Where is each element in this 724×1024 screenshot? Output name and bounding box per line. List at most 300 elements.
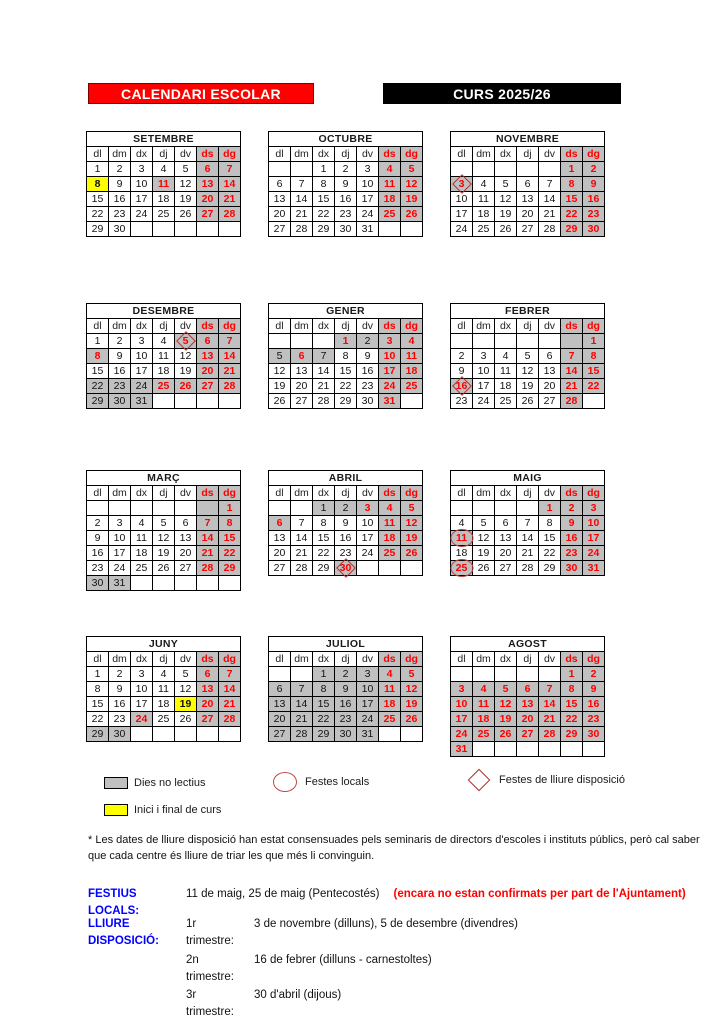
calendar-band-3 (86, 470, 611, 591)
day-cell: 24 (357, 712, 379, 727)
day-cell: 6 (269, 516, 291, 531)
empty-space (197, 394, 219, 409)
day-cell: 18 (379, 531, 401, 546)
day-cell: 11 (473, 192, 495, 207)
empty-space (561, 742, 583, 757)
month-calendar-juliol (268, 636, 423, 742)
day-cell: 26 (473, 561, 495, 576)
day-cell: 13 (175, 531, 197, 546)
weekday-header: dm (291, 319, 313, 334)
weekday-header: dx (495, 147, 517, 162)
weekday-header: dl (269, 319, 291, 334)
empty-space (495, 742, 517, 757)
weekday-header: dm (109, 319, 131, 334)
day-cell: 23 (335, 712, 357, 727)
weekday-header: dg (401, 319, 423, 334)
day-cell: 20 (197, 192, 219, 207)
weekday-header: dx (313, 319, 335, 334)
month-calendar-desembre (86, 303, 241, 409)
blank-day-cell (109, 501, 131, 516)
circle-marker-icon (450, 559, 473, 577)
empty-space (197, 727, 219, 742)
lliure-disposicio-row (88, 916, 518, 1022)
legend-item-inici-final (104, 804, 221, 816)
day-cell: 19 (473, 546, 495, 561)
day-cell: 22 (313, 207, 335, 222)
day-cell: 3 (357, 162, 379, 177)
legend-label: Dies no lectius (134, 777, 206, 789)
day-cell: 13 (517, 697, 539, 712)
day-cell: 23 (561, 546, 583, 561)
month-calendar-juny (86, 636, 241, 742)
weekday-header: dl (87, 652, 109, 667)
course-year-banner (383, 83, 621, 104)
day-cell: 21 (291, 712, 313, 727)
day-cell: 22 (561, 207, 583, 222)
legend-item-lliure-disposicio (466, 772, 625, 788)
day-cell: 28 (539, 222, 561, 237)
weekday-header: dg (219, 319, 241, 334)
day-cell: 29 (87, 222, 109, 237)
day-cell: 6 (269, 177, 291, 192)
blank-day-cell (473, 667, 495, 682)
course-year: CURS 2025/26 (453, 85, 551, 102)
day-cell: 18 (153, 697, 175, 712)
weekday-header: dv (539, 319, 561, 334)
blank-day-cell (517, 334, 539, 349)
empty-space (175, 222, 197, 237)
day-cell: 11 (379, 177, 401, 192)
blank-day-cell (539, 667, 561, 682)
day-cell: 19 (401, 697, 423, 712)
weekday-header: dj (335, 486, 357, 501)
day-cell: 18 (451, 546, 473, 561)
day-cell: 17 (451, 207, 473, 222)
day-cell: 7 (219, 162, 241, 177)
day-cell: 21 (561, 379, 583, 394)
day-cell: 28 (219, 207, 241, 222)
day-cell: 15 (561, 192, 583, 207)
day-cell: 7 (291, 682, 313, 697)
day-cell: 16 (357, 364, 379, 379)
empty-space (379, 222, 401, 237)
weekday-header: dl (451, 147, 473, 162)
day-cell: 20 (495, 546, 517, 561)
day-cell: 1 (561, 667, 583, 682)
day-cell: 8 (561, 177, 583, 192)
day-cell: 26 (495, 222, 517, 237)
day-cell: 7 (539, 177, 561, 192)
blank-day-cell (197, 501, 219, 516)
day-cell: 22 (335, 379, 357, 394)
day-cell: 14 (291, 531, 313, 546)
blank-day-cell (539, 162, 561, 177)
day-cell: 6 (517, 177, 539, 192)
weekday-header: ds (561, 147, 583, 162)
day-cell: 8 (335, 349, 357, 364)
day-cell: 23 (583, 712, 605, 727)
day-cell: 18 (379, 192, 401, 207)
day-cell: 25 (153, 379, 175, 394)
day-cell: 15 (313, 531, 335, 546)
empty-space (175, 394, 197, 409)
weekday-header: dm (291, 652, 313, 667)
blank-day-cell (517, 501, 539, 516)
day-cell: 22 (561, 712, 583, 727)
empty-space (401, 561, 423, 576)
blank-day-cell (451, 667, 473, 682)
day-cell: 23 (335, 546, 357, 561)
weekday-header: ds (197, 486, 219, 501)
diamond-marker-icon (336, 558, 356, 578)
empty-space (473, 742, 495, 757)
month-slot (86, 303, 247, 409)
empty-space (153, 222, 175, 237)
day-cell: 12 (175, 177, 197, 192)
day-cell: 10 (357, 682, 379, 697)
day-cell: 10 (357, 177, 379, 192)
day-cell: 20 (539, 379, 561, 394)
day-cell: 9 (335, 516, 357, 531)
day-cell: 14 (539, 697, 561, 712)
blank-day-cell (291, 334, 313, 349)
day-cell: 2 (583, 667, 605, 682)
month-title: NOVEMBRE (451, 132, 605, 147)
weekday-header: dx (131, 147, 153, 162)
day-cell: 13 (197, 682, 219, 697)
day-cell: 12 (401, 516, 423, 531)
day-cell: 10 (131, 682, 153, 697)
day-cell: 5 (473, 516, 495, 531)
day-cell: 9 (109, 177, 131, 192)
day-cell: 25 (153, 712, 175, 727)
weekday-header: dg (401, 652, 423, 667)
day-cell: 16 (87, 546, 109, 561)
blank-day-cell (473, 162, 495, 177)
day-cell: 6 (539, 349, 561, 364)
day-cell: 20 (291, 379, 313, 394)
weekday-header: dv (175, 652, 197, 667)
weekday-header: dv (357, 652, 379, 667)
day-cell: 30 (583, 727, 605, 742)
day-cell: 18 (473, 207, 495, 222)
day-cell: 15 (539, 531, 561, 546)
day-cell: 5 (269, 349, 291, 364)
weekday-header: dm (473, 147, 495, 162)
day-cell: 3 (131, 162, 153, 177)
weekday-header: dm (473, 652, 495, 667)
day-cell: 26 (175, 712, 197, 727)
weekday-header: ds (379, 486, 401, 501)
empty-space (539, 742, 561, 757)
day-cell: 16 (335, 531, 357, 546)
day-cell: 4 (473, 682, 495, 697)
day-cell: 13 (269, 192, 291, 207)
day-cell: 28 (561, 394, 583, 409)
weekday-header: dg (583, 486, 605, 501)
blank-day-cell (451, 501, 473, 516)
weekday-header: dg (583, 147, 605, 162)
weekday-header: dj (335, 319, 357, 334)
month-calendar-abril (268, 470, 423, 576)
day-cell: 7 (219, 667, 241, 682)
blank-day-cell (131, 501, 153, 516)
day-cell: 22 (87, 379, 109, 394)
day-cell: 27 (269, 222, 291, 237)
weekday-header: dv (175, 147, 197, 162)
month-title: JUNY (87, 637, 241, 652)
day-cell: 16 (109, 192, 131, 207)
weekday-header: dl (269, 147, 291, 162)
day-cell: 16 (561, 531, 583, 546)
empty-space (175, 576, 197, 591)
month-slot (450, 470, 611, 576)
day-cell: 1 (539, 501, 561, 516)
day-cell: 14 (313, 364, 335, 379)
month-calendar-setembre (86, 131, 241, 237)
day-cell: 4 (401, 334, 423, 349)
day-cell: 30 (335, 222, 357, 237)
day-cell: 12 (401, 682, 423, 697)
weekday-header: dj (517, 147, 539, 162)
day-cell: 17 (583, 531, 605, 546)
day-cell: 15 (87, 697, 109, 712)
day-cell: 15 (313, 192, 335, 207)
day-cell: 2 (335, 667, 357, 682)
day-cell: 1 (313, 667, 335, 682)
weekday-header: ds (197, 652, 219, 667)
blank-day-cell (561, 334, 583, 349)
day-cell: 21 (539, 712, 561, 727)
blank-day-cell (291, 501, 313, 516)
trimester-list (186, 916, 518, 1022)
day-cell: 26 (401, 546, 423, 561)
weekday-header: dv (539, 652, 561, 667)
legend-item-festes-locals (273, 772, 369, 792)
day-cell: 19 (175, 697, 197, 712)
day-cell: 24 (131, 712, 153, 727)
month-slot (268, 303, 429, 409)
day-cell: 10 (131, 177, 153, 192)
blank-day-cell (313, 334, 335, 349)
day-cell: 22 (87, 207, 109, 222)
day-cell: 2 (561, 501, 583, 516)
day-cell: 12 (495, 697, 517, 712)
day-cell: 8 (219, 516, 241, 531)
day-cell: 7 (561, 349, 583, 364)
day-cell: 28 (291, 222, 313, 237)
day-cell: 14 (219, 177, 241, 192)
day-cell: 12 (495, 192, 517, 207)
day-cell: 6 (197, 162, 219, 177)
day-cell: 22 (313, 712, 335, 727)
day-cell: 24 (451, 222, 473, 237)
day-cell: 13 (539, 364, 561, 379)
month-slot (268, 470, 429, 576)
day-cell: 9 (109, 682, 131, 697)
weekday-header: dj (153, 147, 175, 162)
day-cell: 11 (495, 364, 517, 379)
weekday-header: dm (473, 319, 495, 334)
blank-day-cell (175, 501, 197, 516)
yellow-swatch-icon (104, 804, 128, 816)
day-cell: 29 (335, 394, 357, 409)
day-cell: 26 (175, 207, 197, 222)
day-cell: 31 (131, 394, 153, 409)
calendar-band-4 (86, 636, 611, 757)
month-title: AGOST (451, 637, 605, 652)
footnote: * Les dates de lliure disposició han estat consensuades pels seminaris de directors d'escoles i instituts públics, però cal saber que cada centre és lliure de triar les que més li convinguin. (88, 834, 700, 862)
day-cell: 15 (335, 364, 357, 379)
day-cell: 17 (357, 192, 379, 207)
day-cell: 17 (357, 697, 379, 712)
day-cell: 5 (175, 667, 197, 682)
day-cell: 16 (583, 697, 605, 712)
weekday-header: dx (131, 486, 153, 501)
empty-space (401, 727, 423, 742)
day-cell: 5 (401, 501, 423, 516)
day-cell: 31 (357, 727, 379, 742)
weekday-header: dv (175, 319, 197, 334)
weekday-header: dv (175, 486, 197, 501)
day-cell: 23 (87, 561, 109, 576)
weekday-header: dm (109, 147, 131, 162)
day-cell: 24 (473, 394, 495, 409)
day-cell: 14 (219, 682, 241, 697)
month-slot (450, 131, 611, 237)
month-slot (268, 636, 429, 742)
blank-day-cell (495, 162, 517, 177)
weekday-header: ds (197, 319, 219, 334)
weekday-header: dg (401, 486, 423, 501)
day-cell: 22 (539, 546, 561, 561)
day-cell: 17 (131, 192, 153, 207)
day-cell: 8 (539, 516, 561, 531)
legend-item-no-lectius (104, 777, 206, 789)
calendar-band-2 (86, 303, 611, 409)
day-cell: 6 (269, 682, 291, 697)
day-cell: 27 (517, 727, 539, 742)
weekday-header: dl (269, 652, 291, 667)
day-cell: 22 (87, 712, 109, 727)
empty-space (219, 394, 241, 409)
day-cell: 9 (335, 682, 357, 697)
day-cell: 26 (401, 712, 423, 727)
day-cell: 10 (131, 349, 153, 364)
empty-space (131, 222, 153, 237)
day-cell: 20 (517, 712, 539, 727)
day-cell: 21 (539, 207, 561, 222)
day-cell: 12 (517, 364, 539, 379)
day-cell: 5 (495, 682, 517, 697)
weekday-header: dx (313, 486, 335, 501)
trimester-value: 3 de novembre (dilluns), 5 de desembre (divendres) (254, 918, 518, 930)
day-cell: 14 (517, 531, 539, 546)
day-cell: 20 (197, 697, 219, 712)
weekday-header: dv (357, 486, 379, 501)
month-title: ABRIL (269, 471, 423, 486)
day-cell: 30 (109, 222, 131, 237)
day-cell: 2 (583, 162, 605, 177)
day-cell: 3 (473, 349, 495, 364)
day-cell: 13 (197, 349, 219, 364)
weekday-header: dm (291, 486, 313, 501)
day-cell: 9 (583, 177, 605, 192)
day-cell: 10 (451, 192, 473, 207)
day-cell: 9 (561, 516, 583, 531)
day-cell: 27 (197, 712, 219, 727)
day-cell: 14 (197, 531, 219, 546)
day-cell: 2 (335, 501, 357, 516)
day-cell: 22 (583, 379, 605, 394)
empty-space (379, 727, 401, 742)
day-cell: 21 (517, 546, 539, 561)
day-cell: 3 (131, 667, 153, 682)
day-cell: 2 (357, 334, 379, 349)
day-cell: 3 (379, 334, 401, 349)
trimester-value: 30 d'abril (dijous) (254, 989, 342, 1001)
day-cell: 19 (269, 379, 291, 394)
day-cell: 11 (153, 682, 175, 697)
day-cell: 29 (539, 561, 561, 576)
diamond-marker-icon (452, 174, 472, 194)
day-cell: 19 (495, 712, 517, 727)
weekday-header: dl (269, 486, 291, 501)
day-cell: 8 (87, 682, 109, 697)
month-calendar-gener (268, 303, 423, 409)
day-cell: 26 (269, 394, 291, 409)
day-cell: 9 (451, 364, 473, 379)
month-slot (268, 131, 429, 237)
day-cell: 20 (269, 546, 291, 561)
weekday-header: ds (379, 147, 401, 162)
day-cell: 16 (109, 364, 131, 379)
empty-space (401, 394, 423, 409)
day-cell: 11 (379, 516, 401, 531)
day-cell: 5 (495, 177, 517, 192)
day-cell: 19 (517, 379, 539, 394)
weekday-header: dl (451, 319, 473, 334)
empty-space (583, 394, 605, 409)
weekday-header: dl (451, 652, 473, 667)
weekday-header: dg (219, 652, 241, 667)
day-cell: 11 (153, 349, 175, 364)
month-title: JULIOL (269, 637, 423, 652)
weekday-header: dx (495, 319, 517, 334)
day-cell: 20 (269, 207, 291, 222)
day-cell: 27 (291, 394, 313, 409)
trimester-label: 1r trimestre: (186, 918, 234, 948)
day-cell: 31 (109, 576, 131, 591)
day-cell: 17 (131, 697, 153, 712)
month-title: FEBRER (451, 304, 605, 319)
day-cell: 14 (219, 349, 241, 364)
circle-marker-icon (450, 529, 473, 547)
day-cell: 10 (473, 364, 495, 379)
day-cell: 6 (495, 516, 517, 531)
empty-space (357, 561, 379, 576)
calendar-title: CALENDARI ESCOLAR (121, 85, 281, 102)
day-cell: 11 (379, 682, 401, 697)
day-cell: 13 (517, 192, 539, 207)
day-cell: 14 (539, 192, 561, 207)
day-cell: 29 (87, 394, 109, 409)
day-cell: 7 (219, 334, 241, 349)
day-cell: 25 (153, 207, 175, 222)
weekday-header: dg (219, 486, 241, 501)
day-cell: 13 (269, 531, 291, 546)
day-cell: 23 (451, 394, 473, 409)
